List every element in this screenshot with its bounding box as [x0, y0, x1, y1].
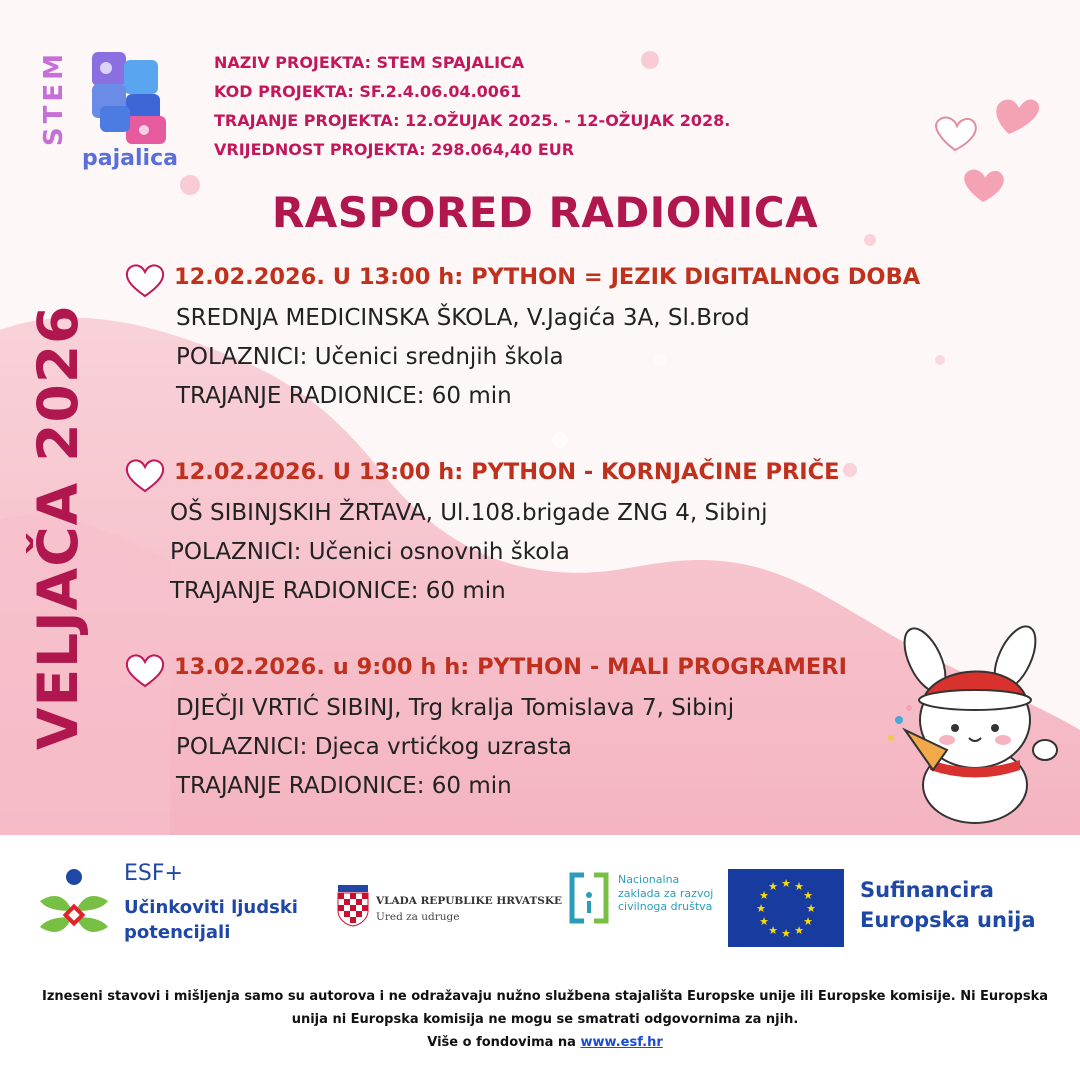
project-code: KOD PROJEKTA: SF.2.4.06.04.0061: [214, 82, 522, 101]
workshop-participants: POLAZNICI: Djeca vrtićkog uzrasta: [176, 734, 572, 760]
svg-text:★: ★: [768, 924, 778, 937]
eu-line-1: Sufinancira: [860, 878, 994, 902]
project-duration: TRAJANJE PROJEKTA: 12.OŽUJAK 2025. - 12-OŽUJAK 2028.: [214, 111, 731, 130]
eu-cofinanced-text: [860, 875, 1036, 935]
svg-text:★: ★: [794, 924, 804, 937]
bunny-illustration-icon: [885, 620, 1060, 830]
esf-title: ESF+: [124, 861, 183, 886]
page-title: RASPORED RADIONICA: [271, 188, 819, 237]
workshop-participants: POLAZNICI: Učenici srednjih škola: [176, 344, 564, 370]
workshop-duration: TRAJANJE RADIONICE: 60 min: [176, 773, 512, 799]
svg-text:★: ★: [781, 927, 791, 940]
svg-text:★: ★: [803, 889, 813, 902]
svg-text:★: ★: [794, 880, 804, 893]
svg-text:★: ★: [768, 880, 778, 893]
workshop-location: SREDNJA MEDICINSKA ŠKOLA, V.Jagića 3A, Sl.Brod: [176, 305, 750, 331]
esf-logo-icon: [36, 867, 111, 952]
disclaimer-line-1: Izneseni stavovi i mišljenja samo su autorova i ne odražavaju nužno službena stajališta Europske unije ili Europske komisije. Ni Europska: [42, 989, 1048, 1004]
month-label: VELJAČA 2026: [26, 304, 90, 750]
funds-more-text: Više o fondovima na: [427, 1035, 576, 1050]
workshop-heading: 13.02.2026. u 9:00 h h: PYTHON - MALI PROGRAMERI: [174, 654, 847, 680]
workshop-duration: TRAJANJE RADIONICE: 60 min: [170, 578, 506, 604]
government-office: Ured za udruge: [376, 911, 460, 923]
svg-text:★: ★: [756, 902, 766, 915]
svg-text:★: ★: [803, 915, 813, 928]
workshop-location: OŠ SIBINJSKIH ŽRTAVA, Ul.108.brigade ZNG 4, Sibinj: [170, 500, 768, 526]
heart-icon: [124, 262, 166, 300]
disclaimer: [10, 985, 1080, 1054]
footer: [0, 835, 1080, 1080]
disclaimer-line-2: unija ni Europska komisija ne mogu se smatrati odgovornima za njih.: [291, 1012, 799, 1027]
eu-line-2: Europska unija: [860, 908, 1036, 932]
project-info: [214, 48, 730, 164]
heart-icon: [124, 457, 166, 495]
croatia-coat-of-arms-icon: [336, 883, 370, 927]
disclaimer-line-3: [10, 1031, 1080, 1054]
nzrcd-logo-icon: [568, 871, 610, 925]
svg-text:★: ★: [806, 902, 816, 915]
svg-text:★: ★: [781, 877, 791, 890]
workshop-location: DJEČJI VRTIĆ SIBINJ, Trg kralja Tomislava 7, Sibinj: [176, 695, 735, 721]
project-value: VRIJEDNOST PROJEKTA: 298.064,40 EUR: [214, 140, 575, 159]
logo-stem-text: STEM: [39, 50, 69, 147]
eu-flag-icon: [728, 869, 844, 947]
logo-pajalica-text: pajalica: [82, 146, 178, 171]
project-name: NAZIV PROJEKTA: STEM SPAJALICA: [214, 53, 525, 72]
heart-icon: [124, 652, 166, 690]
workshop-participants: POLAZNICI: Učenici osnovnih škola: [170, 539, 570, 565]
workshop-heading: 12.02.2026. U 13:00 h: PYTHON - KORNJAČINE PRIČE: [174, 459, 840, 485]
esf-website-link[interactable]: www.esf.hr: [580, 1035, 663, 1050]
svg-text:★: ★: [759, 915, 769, 928]
svg-text:★: ★: [759, 889, 769, 902]
workshop-duration: TRAJANJE RADIONICE: 60 min: [176, 383, 512, 409]
esf-program-name: Učinkoviti ljudski potencijali: [124, 897, 298, 943]
nzrcd-name: Nacionalna zaklada za razvoj civilnoga društva: [618, 873, 714, 913]
government-name: VLADA REPUBLIKE HRVATSKE: [376, 895, 563, 907]
workshop-heading: 12.02.2026. U 13:00 h: PYTHON = JEZIK DIGITALNOG DOBA: [174, 264, 921, 290]
